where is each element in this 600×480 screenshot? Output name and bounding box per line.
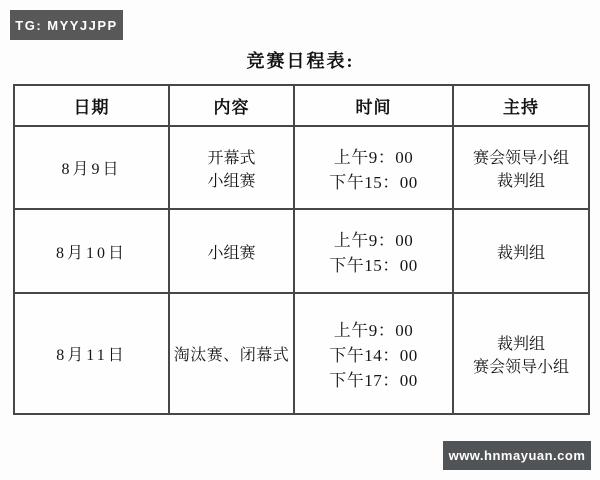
- date-cell: 8月9日: [14, 126, 169, 209]
- content-cell: [169, 209, 294, 293]
- content-line: 淘汰赛、闭幕式: [173, 347, 290, 364]
- page-title: 竞赛日程表:: [246, 51, 355, 71]
- time-line: 下午17：00: [329, 371, 418, 390]
- table-header-row: [14, 85, 589, 126]
- time-line: 下午14：00: [329, 346, 418, 365]
- table-row-aug11: [14, 293, 589, 414]
- table-row-aug10: [14, 209, 589, 293]
- time-cell: [294, 209, 453, 293]
- host-line: 裁判组: [496, 335, 545, 353]
- content-cell: [169, 293, 294, 414]
- time-line: 上午9：00: [333, 321, 414, 340]
- col-header-content: 内容: [169, 85, 294, 126]
- host-cell: [453, 126, 589, 209]
- col-header-date: 日期: [14, 85, 169, 126]
- content-line: 小组赛: [207, 172, 256, 190]
- date-cell: 8月10日: [14, 209, 169, 293]
- time-line: 下午15：00: [329, 256, 418, 275]
- telegram-watermark-badge: TG: MYYJJPP: [10, 10, 123, 40]
- time-cell: [294, 126, 453, 209]
- content-line: 小组赛: [207, 244, 256, 262]
- website-watermark-badge: www.hnmayuan.com: [443, 441, 591, 470]
- host-line: 裁判组: [496, 244, 545, 262]
- table-row-aug9: [14, 126, 589, 209]
- host-cell: [453, 293, 589, 414]
- content-line: 开幕式: [207, 149, 256, 167]
- host-line: 裁判组: [496, 172, 545, 190]
- time-line: 上午9：00: [333, 231, 414, 250]
- time-line: 上午9：00: [333, 147, 414, 167]
- time-line: 下午15：00: [329, 172, 418, 192]
- time-cell: [294, 293, 453, 414]
- content-cell: [169, 126, 294, 209]
- col-header-time: 时间: [294, 85, 453, 126]
- host-cell: [453, 209, 589, 293]
- col-header-host: 主持: [453, 85, 589, 126]
- schedule-table: [13, 84, 590, 415]
- host-line: 赛会领导小组: [472, 358, 569, 376]
- date-cell: 8月11日: [14, 293, 169, 414]
- host-line: 赛会领导小组: [472, 149, 569, 167]
